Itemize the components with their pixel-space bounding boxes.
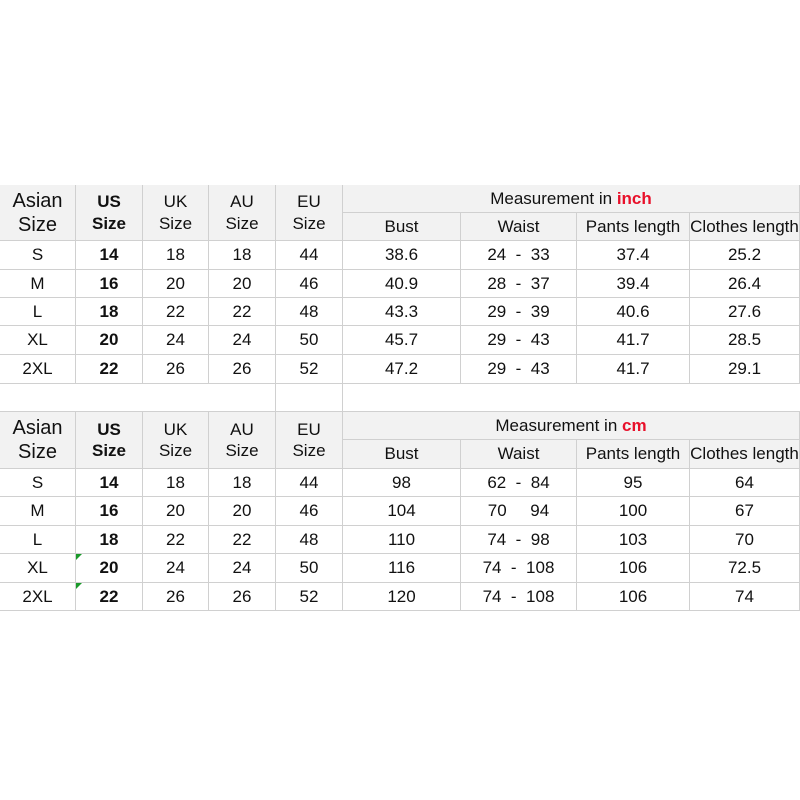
spacer-right: [343, 384, 800, 412]
cell-eu: 44: [276, 469, 343, 497]
cell-uk: 22: [143, 526, 209, 554]
cell-pants-length: 41.7: [577, 355, 690, 384]
cell-clothes-length: 29.1: [690, 355, 800, 384]
cell-bust: 98: [343, 469, 461, 497]
header-au-size: AU Size: [209, 412, 276, 469]
header-bust: Bust: [343, 213, 461, 241]
cell-eu: 48: [276, 298, 343, 326]
cell-au: 22: [209, 298, 276, 326]
cell-asian: M: [0, 270, 76, 298]
cell-asian: S: [0, 241, 76, 270]
size-table-inch: [0, 185, 800, 384]
cell-uk: 24: [143, 554, 209, 583]
cell-clothes-length: 27.6: [690, 298, 800, 326]
cell-pants-length: 95: [577, 469, 690, 497]
cell-pants-length: 37.4: [577, 241, 690, 270]
cell-bust: 38.6: [343, 241, 461, 270]
cell-uk: 22: [143, 298, 209, 326]
header-eu-size: EU Size: [276, 185, 343, 241]
cell-us: 14: [76, 241, 143, 270]
cell-us: 20: [76, 554, 143, 583]
measurement-header: [343, 412, 800, 440]
cell-waist: 29 - 39: [461, 298, 577, 326]
cell-asian: 2XL: [0, 583, 76, 611]
cell-bust: 47.2: [343, 355, 461, 384]
measurement-unit: inch: [616, 188, 652, 208]
cell-us: 18: [76, 298, 143, 326]
header-asian-size: Asian Size: [0, 185, 76, 241]
cell-au: 24: [209, 326, 276, 355]
measurement-prefix: Measurement in: [495, 415, 623, 435]
cell-au: 20: [209, 270, 276, 298]
table-spacer: [0, 384, 800, 412]
cell-eu: 50: [276, 554, 343, 583]
cell-pants-length: 40.6: [577, 298, 690, 326]
cell-clothes-length: 26.4: [690, 270, 800, 298]
cell-uk: 26: [143, 583, 209, 611]
cell-pants-length: 41.7: [577, 326, 690, 355]
cell-us: 16: [76, 497, 143, 526]
header-clothes-length: Clothes length: [690, 213, 800, 241]
cell-au: 26: [209, 355, 276, 384]
cell-bust: 45.7: [343, 326, 461, 355]
cell-pants-length: 39.4: [577, 270, 690, 298]
cell-waist: 74 - 108: [461, 583, 577, 611]
cell-us: 22: [76, 583, 143, 611]
header-uk-size: UK Size: [143, 185, 209, 241]
header-waist: Waist: [461, 440, 577, 469]
cell-asian: XL: [0, 326, 76, 355]
header-us-size: US Size: [76, 412, 143, 469]
cell-uk: 20: [143, 270, 209, 298]
cell-asian: S: [0, 469, 76, 497]
header-uk-size: UK Size: [143, 412, 209, 469]
cell-asian: 2XL: [0, 355, 76, 384]
cell-bust: 120: [343, 583, 461, 611]
spacer-left: [0, 384, 276, 412]
cell-waist: 62 - 84: [461, 469, 577, 497]
cell-uk: 26: [143, 355, 209, 384]
cell-bust: 40.9: [343, 270, 461, 298]
cell-us: 14: [76, 469, 143, 497]
cell-waist: 28 - 37: [461, 270, 577, 298]
cell-uk: 24: [143, 326, 209, 355]
cell-bust: 116: [343, 554, 461, 583]
cell-clothes-length: 25.2: [690, 241, 800, 270]
cell-uk: 18: [143, 241, 209, 270]
cell-eu: 44: [276, 241, 343, 270]
cell-pants-length: 100: [577, 497, 690, 526]
cell-au: 22: [209, 526, 276, 554]
cell-au: 18: [209, 241, 276, 270]
cell-clothes-length: 74: [690, 583, 800, 611]
cell-us: 20: [76, 326, 143, 355]
header-clothes-length: Clothes length: [690, 440, 800, 469]
header-bust: Bust: [343, 440, 461, 469]
cell-eu: 50: [276, 326, 343, 355]
cell-bust: 43.3: [343, 298, 461, 326]
cell-eu: 46: [276, 270, 343, 298]
cell-us: 16: [76, 270, 143, 298]
cell-us: 18: [76, 526, 143, 554]
cell-pants-length: 103: [577, 526, 690, 554]
cell-waist: 29 - 43: [461, 326, 577, 355]
cell-uk: 18: [143, 469, 209, 497]
cell-au: 26: [209, 583, 276, 611]
cell-clothes-length: 67: [690, 497, 800, 526]
header-eu-size: EU Size: [276, 412, 343, 469]
cell-pants-length: 106: [577, 554, 690, 583]
cell-eu: 52: [276, 355, 343, 384]
cell-waist: 74 - 108: [461, 554, 577, 583]
cell-clothes-length: 70: [690, 526, 800, 554]
cell-au: 18: [209, 469, 276, 497]
header-asian-size: Asian Size: [0, 412, 76, 469]
measurement-unit: cm: [622, 415, 647, 435]
header-pants-length: Pants length: [577, 213, 690, 241]
cell-asian: L: [0, 298, 76, 326]
cell-bust: 110: [343, 526, 461, 554]
header-au-size: AU Size: [209, 185, 276, 241]
cell-pants-length: 106: [577, 583, 690, 611]
cell-waist: 70 94: [461, 497, 577, 526]
cell-waist: 29 - 43: [461, 355, 577, 384]
cell-us: 22: [76, 355, 143, 384]
cell-asian: XL: [0, 554, 76, 583]
spacer-mid: [276, 384, 343, 412]
header-us-size: US Size: [76, 185, 143, 241]
cell-eu: 52: [276, 583, 343, 611]
measurement-header: [343, 185, 800, 213]
cell-clothes-length: 28.5: [690, 326, 800, 355]
cell-eu: 46: [276, 497, 343, 526]
cell-au: 24: [209, 554, 276, 583]
measurement-prefix: Measurement in: [490, 188, 617, 208]
cell-waist: 24 - 33: [461, 241, 577, 270]
cell-eu: 48: [276, 526, 343, 554]
cell-clothes-length: 64: [690, 469, 800, 497]
size-table-cm: [0, 412, 800, 611]
cell-asian: L: [0, 526, 76, 554]
header-pants-length: Pants length: [577, 440, 690, 469]
cell-au: 20: [209, 497, 276, 526]
cell-asian: M: [0, 497, 76, 526]
cell-bust: 104: [343, 497, 461, 526]
header-waist: Waist: [461, 213, 577, 241]
cell-clothes-length: 72.5: [690, 554, 800, 583]
cell-waist: 74 - 98: [461, 526, 577, 554]
cell-uk: 20: [143, 497, 209, 526]
